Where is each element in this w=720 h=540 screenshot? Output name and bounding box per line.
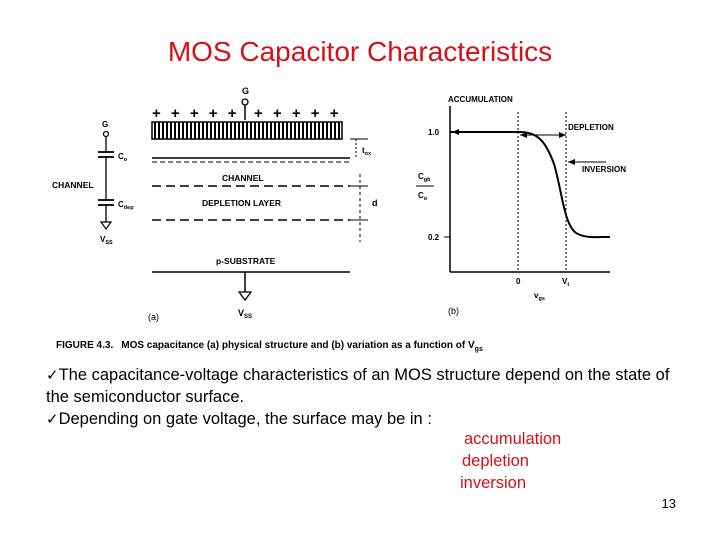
check-icon: ✓	[46, 410, 59, 428]
x-tick-0: 0	[516, 277, 521, 286]
svg-text:Co: $C_o$	[118, 152, 128, 163]
state-inversion: inversion	[460, 474, 527, 492]
bullet-item: ✓The capacitance-voltage characteristics of an MOS structure depend on the state of the semiconductor surface.	[46, 366, 670, 406]
circuit-gate-label: G	[102, 120, 109, 129]
page-number: 13	[661, 496, 676, 511]
svg-text:Vt: $V_t$	[562, 277, 570, 288]
cv-curve	[450, 132, 610, 237]
check-icon: ✓	[46, 366, 59, 384]
svg-text:VSS: $V_{SS}$	[100, 235, 113, 246]
state-accumulation: accumulation	[464, 430, 562, 448]
gate-terminal	[242, 99, 248, 105]
channel-inner-label: CHANNEL	[222, 173, 264, 183]
cv-curve-panel	[416, 95, 626, 316]
y-tick-0.2: 0.2	[428, 233, 440, 242]
depletion-layer-label: DEPLETION LAYER	[202, 198, 282, 208]
bullet-item: ✓Depending on gate voltage, the surface may be in :	[46, 410, 432, 428]
mos-capacitor-figure	[50, 82, 630, 360]
ground-symbol	[239, 292, 251, 300]
figure-caption: FIGURE 4.3. MOS capacitance (a) physical structure and (b) variation as a function of $V_{gs}$	[56, 340, 483, 353]
gate-charge-right: + + + + +	[254, 105, 342, 122]
gate-label: G	[242, 86, 250, 96]
svg-text:Co: $C_o$	[418, 191, 428, 202]
depth-label: d	[372, 198, 378, 208]
panel-b-label: (b)	[448, 306, 459, 316]
substrate-label: p-SUBSTRATE	[216, 256, 276, 266]
svg-text:VSS: $V_{SS}$	[238, 308, 253, 320]
physical-structure-panel	[52, 86, 378, 322]
y-tick-1: 1.0	[428, 128, 440, 137]
slide-title: MOS Capacitor Characteristics	[167, 36, 553, 67]
accumulation-region-label: ACCUMULATION	[448, 95, 513, 104]
depletion-region-label: DEPLETION	[568, 123, 614, 132]
gate-charge-left: + + + + +	[152, 105, 240, 122]
gate-electrode	[152, 122, 342, 139]
state-depletion: depletion	[462, 452, 529, 470]
panel-a-label: (a)	[148, 312, 159, 322]
svg-text:vgs: $v_{gs}$	[534, 291, 545, 302]
channel-label: CHANNEL	[52, 180, 94, 190]
svg-text:Cdep: $C_{dep}$	[118, 200, 134, 211]
inversion-region-label: INVERSION	[582, 165, 627, 174]
svg-text:Cgb: $C_{gb}$	[418, 172, 431, 183]
svg-text:tox: $t_{ox}$	[362, 146, 372, 157]
bullet-list	[46, 364, 686, 430]
